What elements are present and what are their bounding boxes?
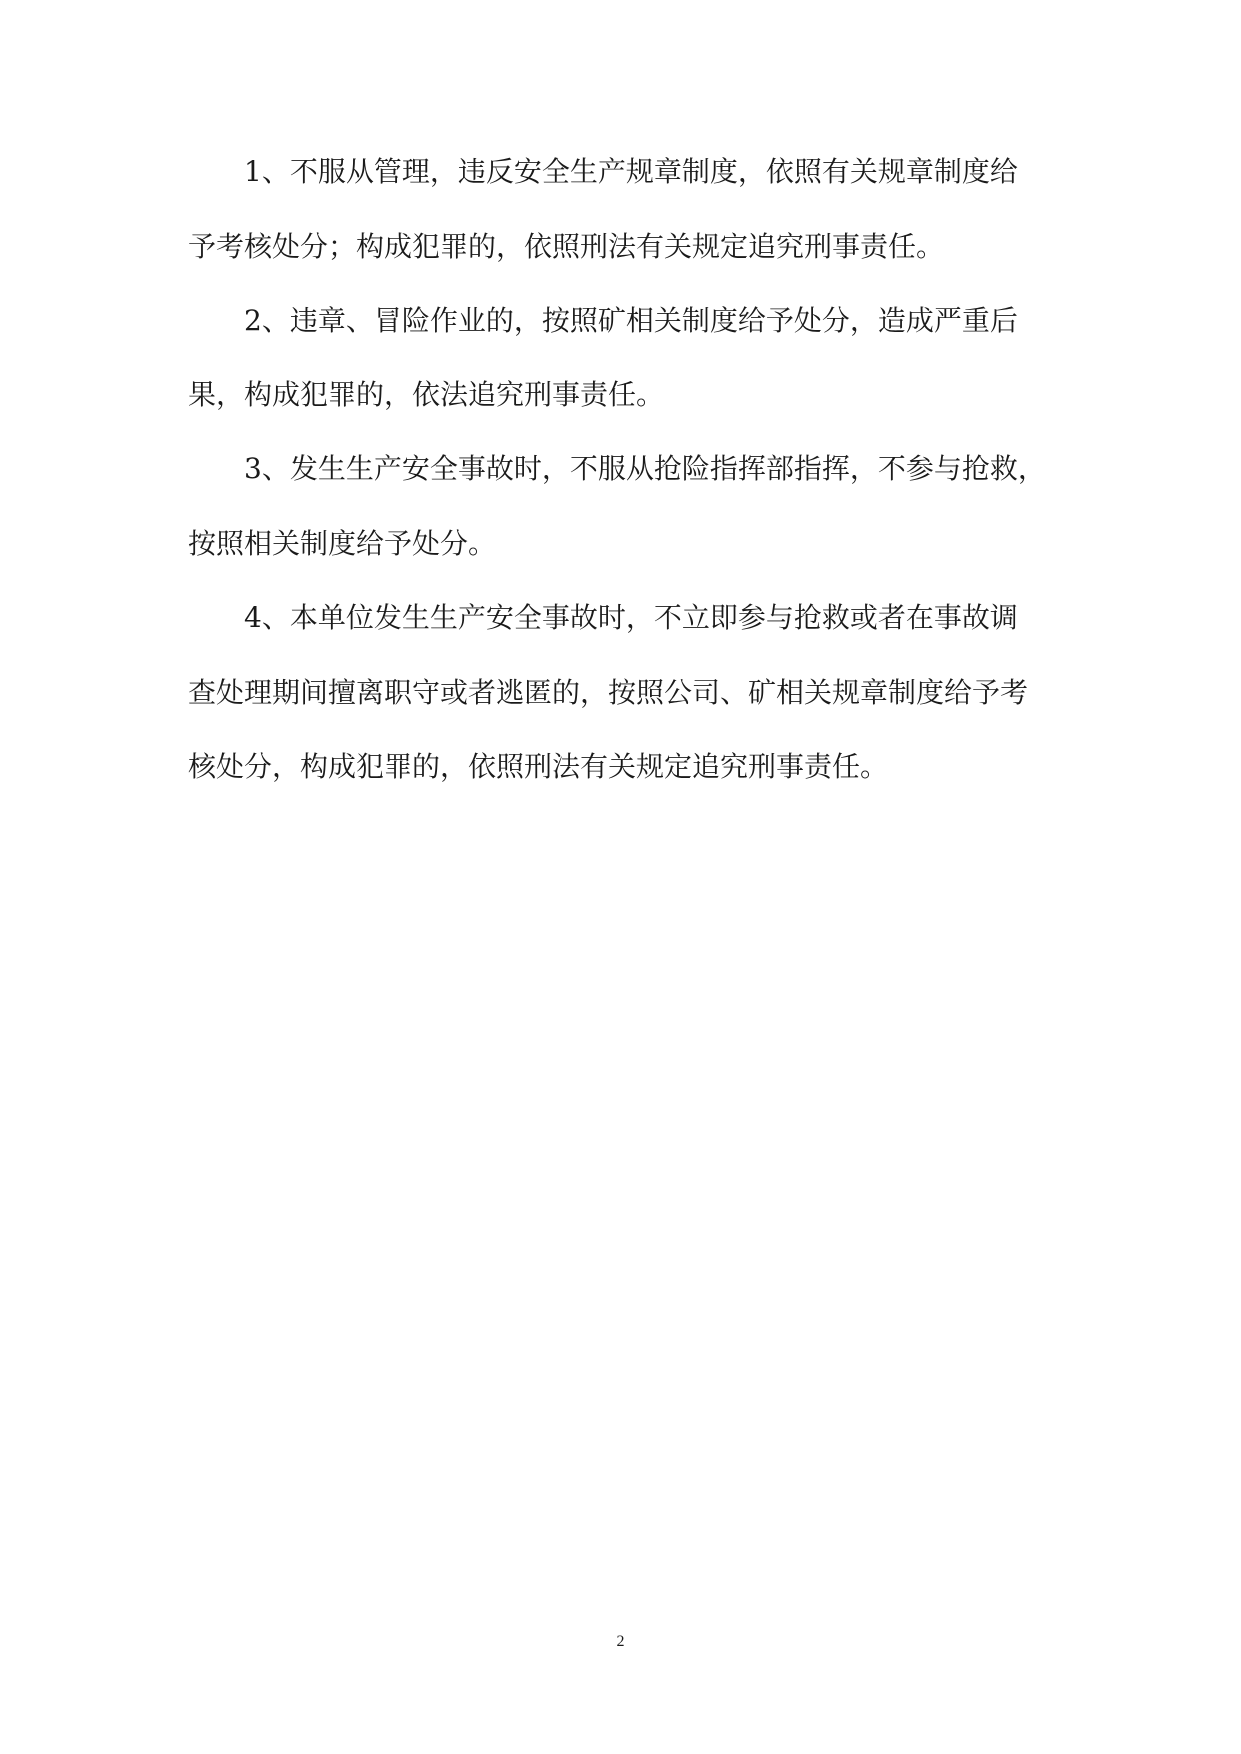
paragraph-2-line-1: 2、违章、冒险作业的，按照矿相关制度给予处分，造成严重后 bbox=[244, 304, 1018, 337]
paragraph-3-line-2: 按照相关制度给予处分。 bbox=[188, 527, 497, 560]
paragraph-4-line-2: 查处理期间擅离职守或者逃匿的，按照公司、矿相关规章制度给予考 bbox=[188, 676, 1029, 709]
paragraph-4-line-1: 4、本单位发生生产安全事故时，不立即参与抢救或者在事故调 bbox=[244, 601, 1018, 634]
paragraph-2-line-2: 果，构成犯罪的，依法追究刑事责任。 bbox=[188, 378, 665, 411]
paragraph-1-line-2: 予考核处分；构成犯罪的，依照刑法有关规定追究刑事责任。 bbox=[188, 230, 945, 263]
paragraph-1-line-1: 1、不服从管理，违反安全生产规章制度，依照有关规章制度给 bbox=[244, 155, 1018, 188]
page-number: 2 bbox=[616, 1633, 625, 1650]
paragraph-4-line-3: 核处分，构成犯罪的，依照刑法有关规定追究刑事责任。 bbox=[188, 750, 889, 783]
paragraph-3-line-1: 3、发生生产安全事故时，不服从抢险指挥部指挥，不参与抢救， bbox=[244, 452, 1046, 485]
